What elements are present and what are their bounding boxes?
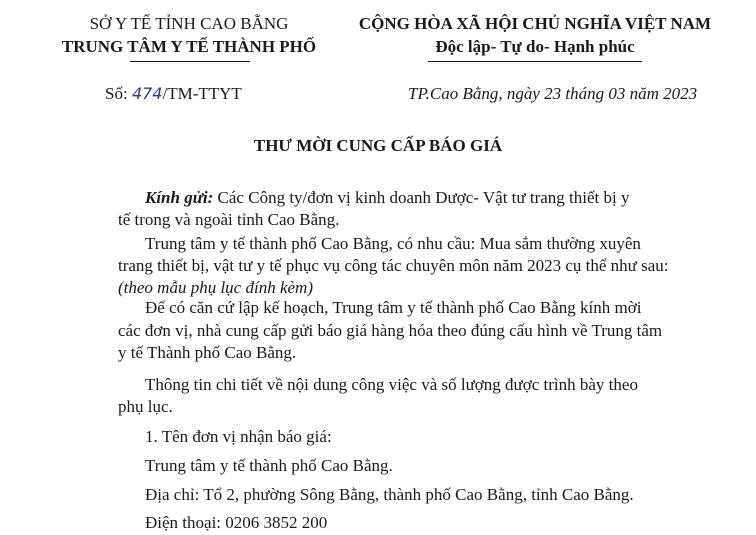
document-title: THƯ MỜI CUNG CẤP BÁO GIÁ [253, 136, 503, 155]
paragraph-2-line1: Để có căn cứ lập kế hoạch, Trung tâm y tế thành phố Cao Bằng kính mời [145, 298, 642, 317]
place-date: TP.Cao Bằng, ngày 23 tháng 03 năm 2023 [408, 84, 698, 103]
kinh-gui-recipients: Các Công ty/đơn vị kinh doanh Dược- Vật tư trang thiết bị y [213, 188, 630, 207]
recipient-unit-name: Trung tâm y tế thành phố Cao Bằng. [145, 456, 393, 475]
so-number: 474 [131, 84, 163, 103]
kinh-gui-line [145, 187, 629, 209]
national-title: CỘNG HÒA XÃ HỘI CHỦ NGHĨA VIỆT NAM [358, 14, 712, 33]
agency-name: SỞ Y TẾ TỈNH CAO BẰNG [89, 14, 289, 33]
recipient-address: Địa chỉ: Tổ 2, phường Sông Bằng, thành phố Cao Bằng, tỉnh Cao Bằng. [145, 485, 634, 504]
national-motto: Độc lập- Tự do- Hạnh phúc [435, 37, 635, 56]
left-header-underline [130, 61, 250, 62]
paragraph-1-line2: trang thiết bị, vật tư y tế phục vụ công tác chuyên môn năm 2023 cụ thể như sau: [118, 256, 669, 275]
center-name: TRUNG TÂM Y TẾ THÀNH PHỐ [61, 37, 317, 56]
document-number [105, 84, 242, 104]
kinh-gui-line2: tế trong và ngoài tỉnh Cao Bằng. [118, 210, 340, 229]
paragraph-1-line3: (theo mẫu phụ lục đính kèm) [118, 278, 313, 297]
paragraph-2-line2: các đơn vị, nhà cung cấp gửi báo giá hàng hóa theo đúng cấu hình về Trung tâm [118, 321, 663, 340]
paragraph-1-line1: Trung tâm y tế thành phố Cao Bằng, có nhu cầu: Mua sắm thường xuyên [145, 234, 641, 253]
motto-underline [428, 61, 642, 62]
paragraph-2-line3: y tế Thành phố Cao Bằng. [118, 343, 297, 362]
paragraph-3-line2: phụ lục. [118, 397, 173, 416]
paragraph-3-line1: Thông tin chi tiết về nội dung công việc và số lượng được trình bày theo [145, 375, 638, 394]
recipient-phone: Điện thoại: 0206 3852 200 [145, 513, 328, 532]
so-suffix: /TM-TTYT [162, 84, 242, 103]
so-label: Số: [105, 84, 128, 103]
kinh-gui-label: Kính gửi: [145, 188, 214, 207]
item-1-heading: 1. Tên đơn vị nhận báo giá: [145, 427, 332, 446]
